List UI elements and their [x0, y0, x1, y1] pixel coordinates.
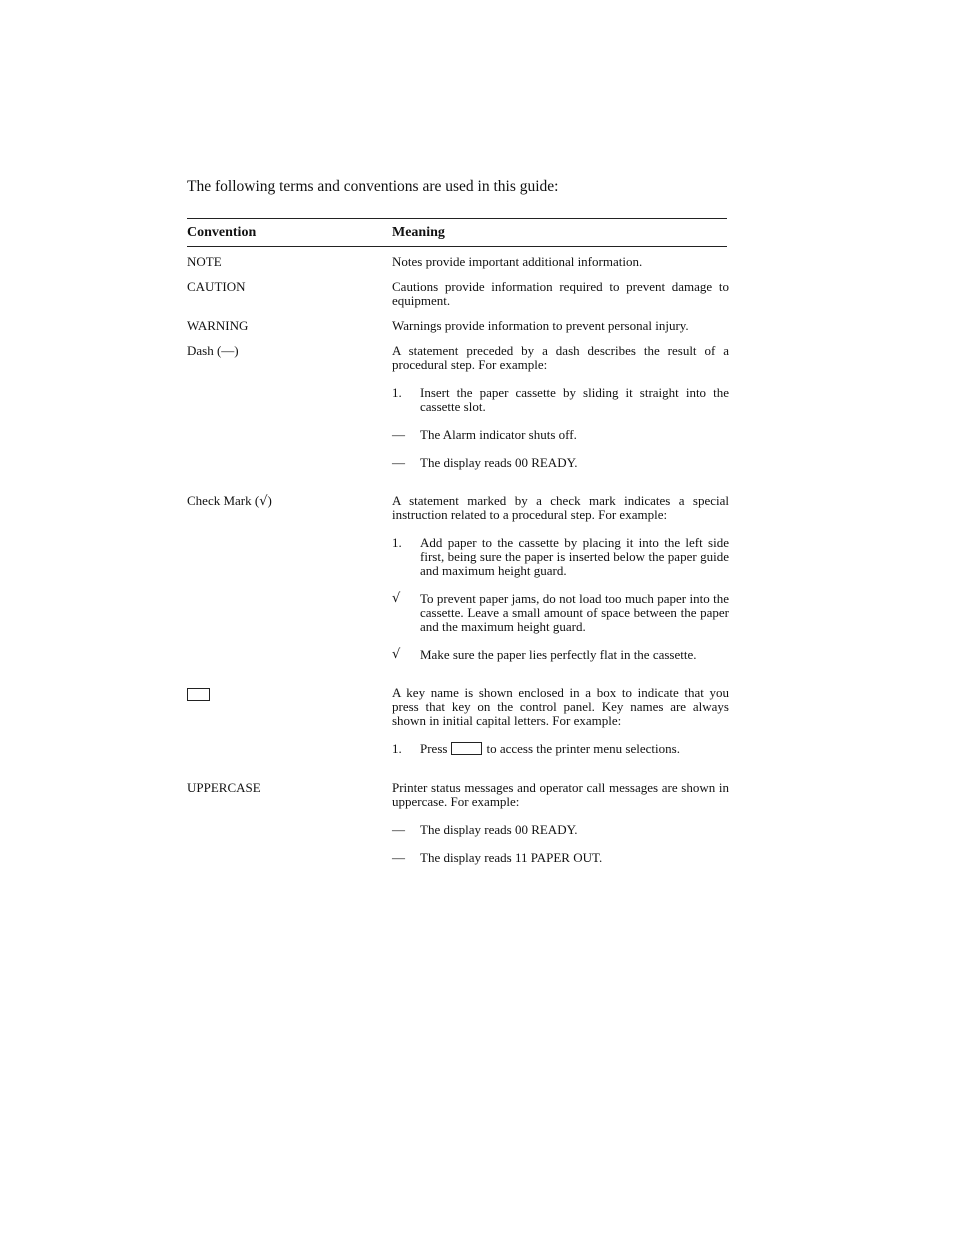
example-text: The Alarm indicator shuts off.	[420, 427, 577, 442]
check-mark-icon: √	[392, 647, 401, 662]
meaning-check-mark: A statement marked by a check mark indicates a special instruction related to a procedural step. For example:	[392, 493, 729, 522]
table-header-rule	[187, 246, 727, 247]
dash-example-3	[392, 456, 729, 470]
meaning-dash: A statement preceded by a dash describes the result of a procedural step. For example:	[392, 343, 729, 372]
meaning-key-box: A key name is shown enclosed in a box to indicate that you press that key on the control panel. Key names are always shown in initial capital letters. For example:	[392, 685, 729, 728]
convention-key-box	[187, 686, 392, 756]
table-row-check-mark	[187, 494, 729, 662]
example-marker: 1.	[392, 741, 402, 756]
table-body	[187, 255, 729, 865]
convention-note: NOTE	[187, 254, 222, 269]
check-label-suffix: )	[267, 493, 272, 508]
example-marker: 1.	[392, 535, 402, 550]
example-text: Add paper to the cassette by placing it into the left side first, being sure the paper is inserted below the paper guide and maximum height guard.	[420, 535, 729, 578]
convention-dash: Dash (—)	[187, 343, 239, 358]
example-marker: 1.	[392, 385, 402, 400]
dash-marker: —	[392, 850, 405, 865]
example-after: to access the printer menu selections.	[486, 741, 680, 756]
example-text: The display reads 00 READY.	[420, 822, 578, 837]
example-before: Press	[420, 741, 448, 756]
table-header	[187, 219, 729, 246]
convention-uppercase: UPPERCASE	[187, 780, 261, 795]
dash-marker: —	[392, 427, 405, 442]
table-row-uppercase	[187, 781, 729, 865]
table-row-caution	[187, 280, 729, 308]
header-convention: Convention	[187, 224, 257, 240]
example-text: The display reads 00 READY.	[420, 455, 578, 470]
meaning-caution: Cautions provide information required to prevent damage to equipment.	[392, 279, 729, 308]
check-example-2	[392, 592, 729, 634]
convention-check-mark	[187, 494, 392, 662]
dash-example-2	[392, 428, 729, 442]
check-label-prefix: Check Mark (	[187, 493, 260, 508]
key-example-1	[392, 742, 729, 756]
example-text: Insert the paper cassette by sliding it straight into the cassette slot.	[420, 385, 729, 414]
example-text: Make sure the paper lies perfectly flat in the cassette.	[420, 647, 697, 662]
header-meaning: Meaning	[392, 224, 445, 240]
meaning-uppercase: Printer status messages and operator call messages are shown in uppercase. For example:	[392, 780, 729, 809]
key-box-icon	[451, 742, 482, 755]
check-example-3	[392, 648, 729, 662]
table-row-note	[187, 255, 729, 269]
table-row-warning	[187, 319, 729, 333]
dash-example-1	[392, 386, 729, 414]
convention-warning: WARNING	[187, 318, 249, 333]
example-text: To prevent paper jams, do not load too much paper into the cassette. Leave a small amount of space between the paper and the maximum height guard.	[420, 591, 729, 634]
meaning-warning: Warnings provide information to prevent personal injury.	[392, 318, 689, 333]
meaning-note: Notes provide important additional information.	[392, 254, 643, 269]
intro-text: The following terms and conventions are used in this guide:	[187, 178, 559, 195]
uppercase-example-2	[392, 851, 729, 865]
key-box-icon	[187, 688, 210, 701]
check-mark-icon: √	[259, 494, 268, 509]
example-text: The display reads 11 PAPER OUT.	[420, 850, 603, 865]
check-example-1	[392, 536, 729, 578]
check-mark-icon: √	[392, 591, 401, 606]
convention-caution: CAUTION	[187, 279, 246, 294]
table-row-dash	[187, 344, 729, 470]
uppercase-example-1	[392, 823, 729, 837]
conventions-page	[187, 177, 729, 865]
example-text	[420, 742, 729, 756]
dash-marker: —	[392, 822, 405, 837]
dash-marker: —	[392, 455, 405, 470]
table-row-key-box	[187, 686, 729, 756]
